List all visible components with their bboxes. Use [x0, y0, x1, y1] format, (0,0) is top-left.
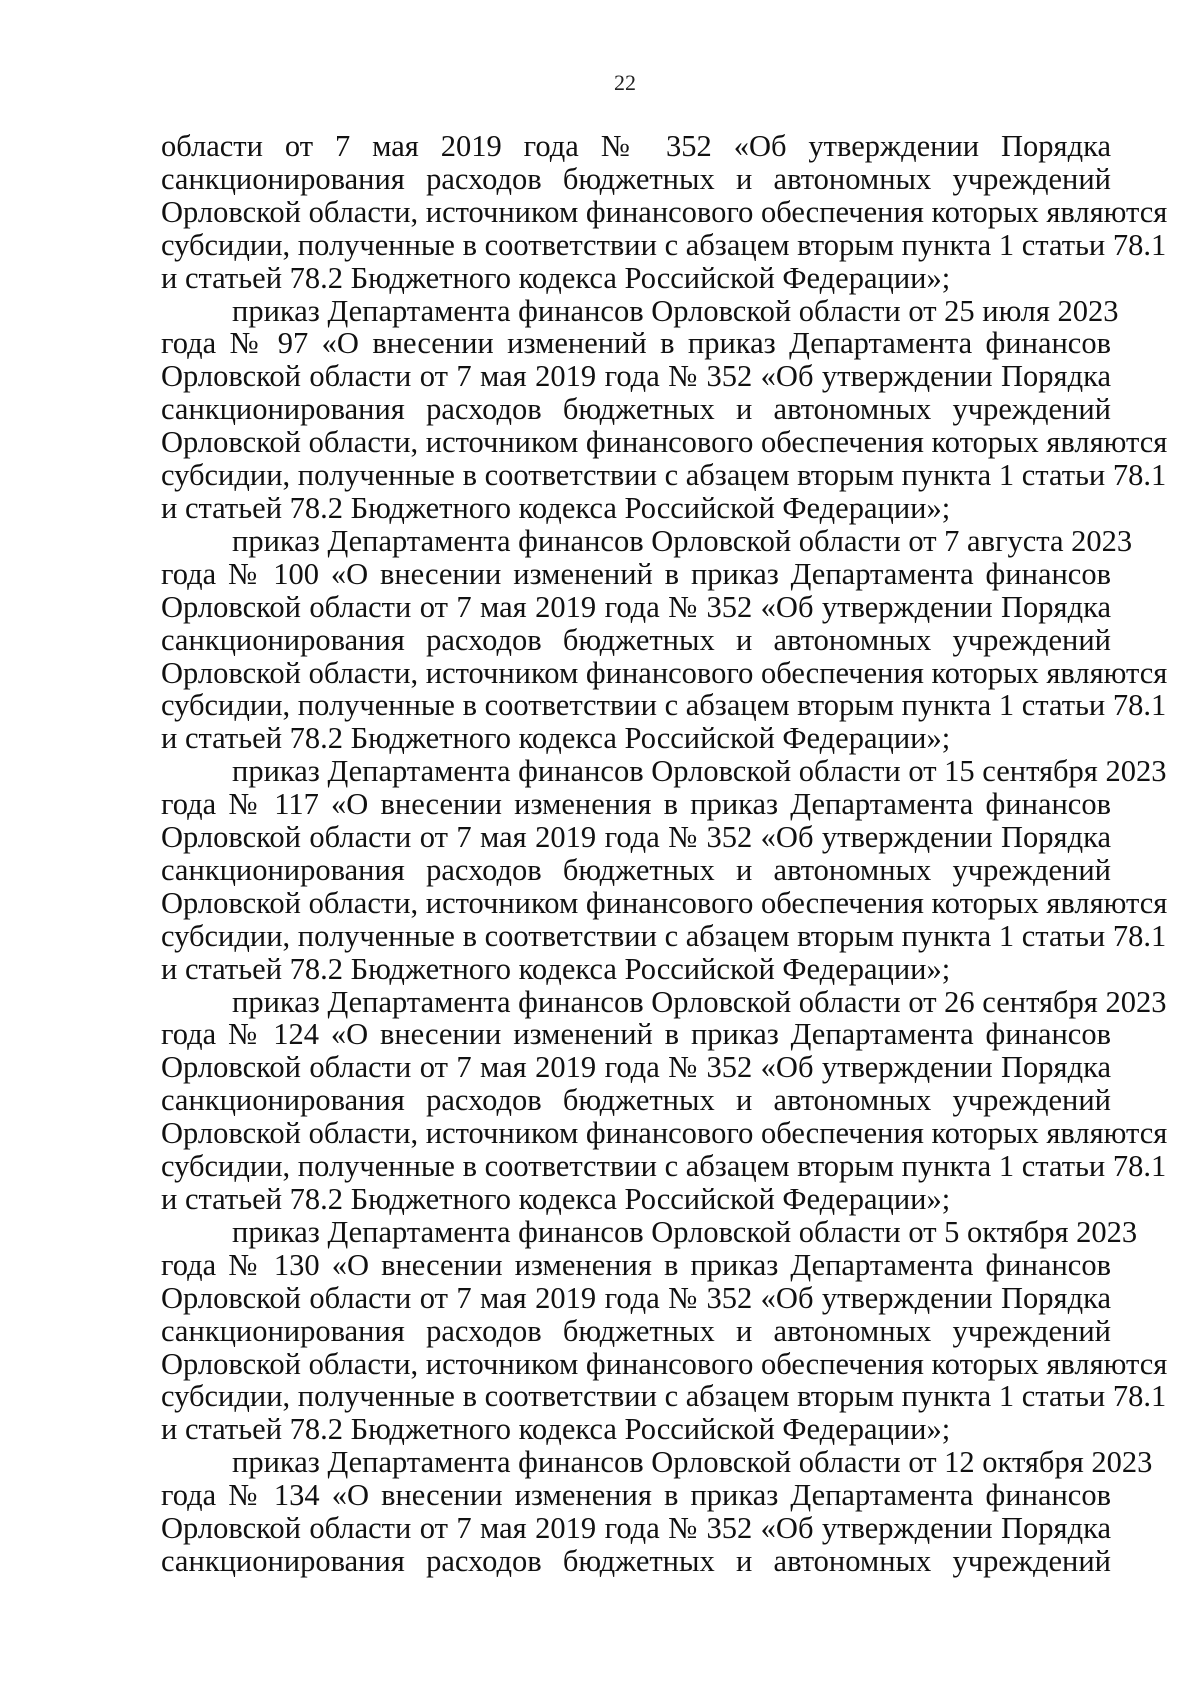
text-line: Орловской области, источником финансового обеспечения которых являются [161, 1346, 1168, 1381]
text-line: Орловской области, источником финансового обеспечения которых являются [161, 655, 1168, 690]
text-line: санкционирования расходов бюджетных и автономных учреждений [161, 392, 1111, 427]
page-number: 22 [614, 70, 636, 95]
text-line: субсидии, полученные в соответствии с абзацем вторым пункта 1 статьи 78.1 [161, 1379, 1167, 1414]
text-line: года № 124 «О внесении изменений в приказ Департамента финансов [161, 1017, 1111, 1052]
text-line: Орловской области от 7 мая 2019 года № 352 «Об утверждении Порядка [161, 1280, 1111, 1315]
text-line: санкционирования расходов бюджетных и автономных учреждений [161, 852, 1111, 887]
text-line: Орловской области, источником финансового обеспечения которых являются [161, 1116, 1168, 1151]
text-line: и статьей 78.2 Бюджетного кодекса Российской Федерации»; [161, 490, 951, 525]
text-line: и статьей 78.2 Бюджетного кодекса Российской Федерации»; [161, 951, 951, 986]
paragraph-first-line: приказ Департамента финансов Орловской области от 7 августа 2023 [232, 523, 1133, 558]
text-line: субсидии, полученные в соответствии с абзацем вторым пункта 1 статьи 78.1 [161, 227, 1167, 262]
text-line: Орловской области, источником финансового обеспечения которых являются [161, 425, 1168, 460]
text-line: года № 97 «О внесении изменений в приказ Департамента финансов [161, 326, 1111, 361]
text-line: Орловской области от 7 мая 2019 года № 352 «Об утверждении Порядка [161, 820, 1111, 855]
text-line: и статьей 78.2 Бюджетного кодекса Российской Федерации»; [161, 1182, 951, 1216]
text-line: Орловской области от 7 мая 2019 года № 352 «Об утверждении Порядка [161, 589, 1111, 624]
text-line: санкционирования расходов бюджетных и автономных учреждений [161, 161, 1111, 196]
text-line: и статьей 78.2 Бюджетного кодекса Российской Федерации»; [161, 721, 951, 756]
text-line: года № 117 «О внесении изменения в приказ Департамента финансов [161, 787, 1111, 822]
text-line: субсидии, полученные в соответствии с абзацем вторым пункта 1 статьи 78.1 [161, 1149, 1167, 1184]
text-line: года № 130 «О внесении изменения в приказ Департамента финансов [161, 1247, 1111, 1282]
text-line: и статьей 78.2 Бюджетного кодекса Российской Федерации»; [161, 260, 951, 295]
text-line: и статьей 78.2 Бюджетного кодекса Российской Федерации»; [161, 1412, 951, 1447]
text-line: года № 100 «О внесении изменений в приказ Департамента финансов [161, 556, 1111, 591]
text-line: санкционирования расходов бюджетных и автономных учреждений [161, 1543, 1111, 1578]
text-line: Орловской области от 7 мая 2019 года № 352 «Об утверждении Порядка [161, 359, 1111, 394]
text-line: года № 134 «О внесении изменения в приказ Департамента финансов [161, 1478, 1111, 1513]
paragraph-first-line: приказ Департамента финансов Орловской области от 5 октября 2023 [232, 1214, 1138, 1249]
text-line: санкционирования расходов бюджетных и автономных учреждений [161, 1313, 1111, 1348]
text-line: области от 7 мая 2019 года № 352 «Об утверждении Порядка [161, 129, 1111, 163]
text-line: Орловской области, источником финансового обеспечения которых являются [161, 885, 1168, 920]
document-body [161, 129, 1168, 1578]
text-line: субсидии, полученные в соответствии с абзацем вторым пункта 1 статьи 78.1 [161, 458, 1167, 493]
text-line: Орловской области от 7 мая 2019 года № 352 «Об утверждении Порядка [161, 1511, 1111, 1546]
text-line: субсидии, полученные в соответствии с абзацем вторым пункта 1 статьи 78.1 [161, 918, 1167, 953]
text-line: санкционирования расходов бюджетных и автономных учреждений [161, 622, 1111, 657]
text-line: субсидии, полученные в соответствии с абзацем вторым пункта 1 статьи 78.1 [161, 688, 1167, 723]
text-line: санкционирования расходов бюджетных и автономных учреждений [161, 1083, 1111, 1118]
text-line: Орловской области от 7 мая 2019 года № 352 «Об утверждении Порядка [161, 1050, 1111, 1085]
paragraph-first-line: приказ Департамента финансов Орловской области от 26 сентября 2023 [232, 984, 1167, 1019]
paragraph-first-line: приказ Департамента финансов Орловской области от 12 октября 2023 [232, 1445, 1153, 1480]
paragraph-first-line: приказ Департамента финансов Орловской области от 25 июля 2023 [232, 293, 1119, 328]
text-line: Орловской области, источником финансового обеспечения которых являются [161, 194, 1168, 229]
paragraph-first-line: приказ Департамента финансов Орловской области от 15 сентября 2023 [232, 754, 1167, 789]
